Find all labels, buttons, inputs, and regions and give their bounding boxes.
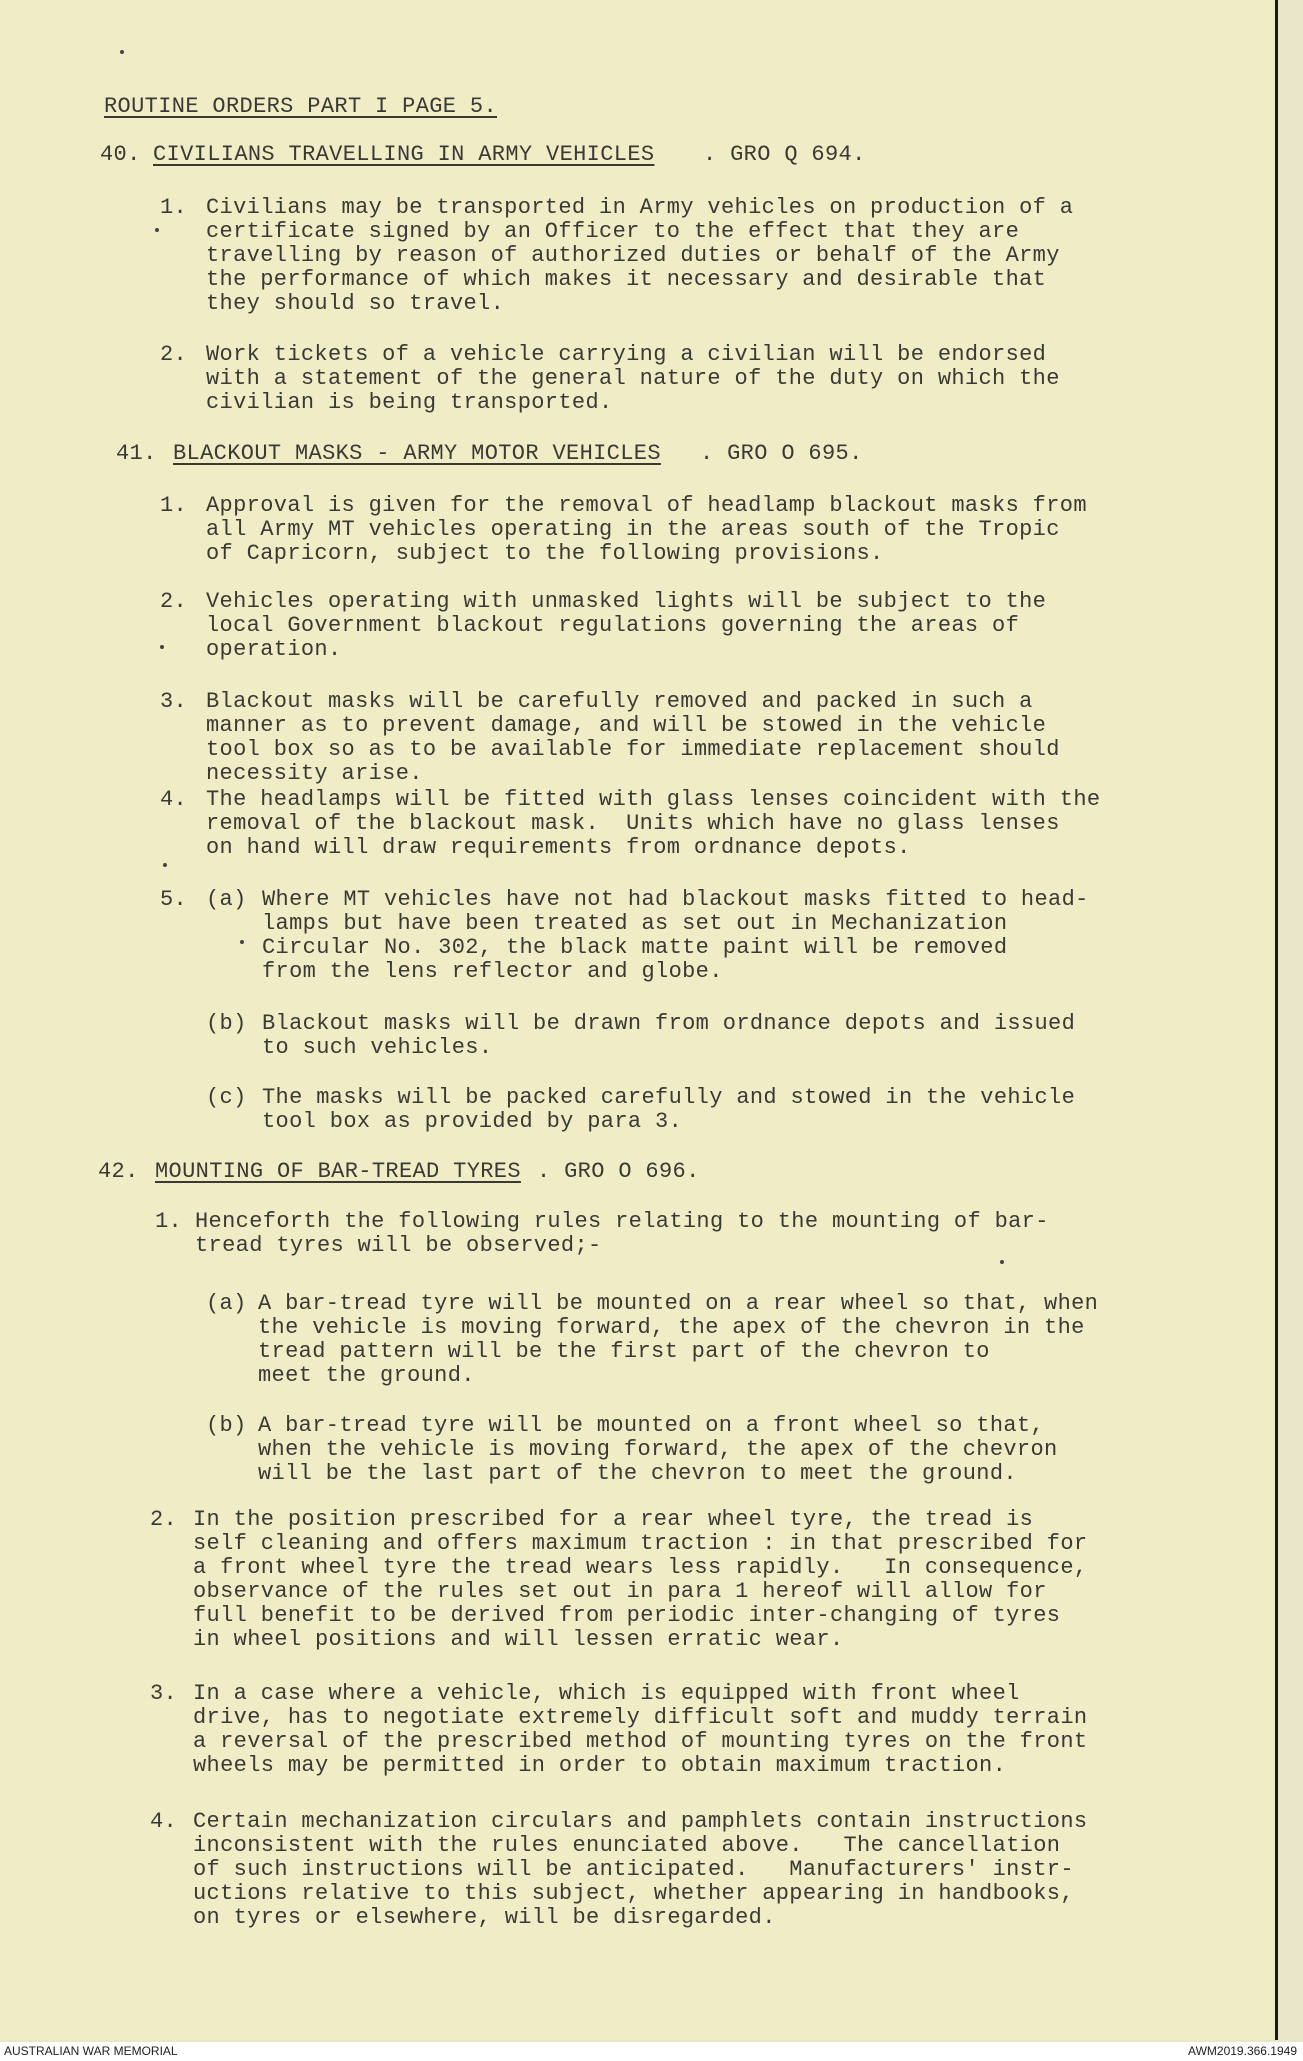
s42-p2-line: In the position prescribed for a rear wheel tyre, the tread is: [193, 1507, 1034, 1532]
s41-p1-line: all Army MT vehicles operating in the areas south of the Tropic: [206, 517, 1060, 542]
section-42-ref: . GRO O 696.: [537, 1159, 700, 1184]
s42-p1-b-line: will be the last part of the chevron to meet the ground.: [258, 1461, 1017, 1486]
s42-p4-line: uctions relative to this subject, whether appearing in handbooks,: [193, 1881, 1074, 1906]
page-title: ROUTINE ORDERS PART I PAGE 5.: [104, 94, 498, 119]
section-41-heading: BLACKOUT MASKS - ARMY MOTOR VEHICLES: [173, 441, 661, 466]
s41-p1-line: Approval is given for the removal of headlamp blackout masks from: [206, 493, 1087, 518]
s41-p3-line: manner as to prevent damage, and will be stowed in the vehicle: [206, 713, 1047, 738]
s40-p1-number: 1.: [160, 195, 188, 220]
s41-p5-c-line: tool box as provided by para 3.: [262, 1109, 683, 1134]
section-41-number: 41.: [116, 441, 157, 466]
ink-speck: [120, 50, 124, 54]
s40-p2-line: Work tickets of a vehicle carrying a civilian will be endorsed: [206, 342, 1047, 367]
s41-p4-line: on hand will draw requirements from ordnance depots.: [206, 835, 911, 860]
section-42-heading: MOUNTING OF BAR-TREAD TYRES: [155, 1159, 521, 1184]
s42-p1-a-label: (a): [206, 1291, 247, 1316]
s42-p2-number: 2.: [150, 1507, 178, 1532]
s41-p5-a-line: from the lens reflector and globe.: [262, 959, 723, 984]
s41-p5-a-line: Circular No. 302, the black matte paint will be removed: [262, 935, 1008, 960]
s41-p5-b-label: (b): [206, 1011, 247, 1036]
s42-p4-line: inconsistent with the rules enunciated above. The cancellation: [193, 1833, 1061, 1858]
s42-p1-b-line: when the vehicle is moving forward, the apex of the chevron: [258, 1437, 1058, 1462]
section-41-ref: . GRO O 695.: [700, 441, 863, 466]
s41-p5-c-line: The masks will be packed carefully and stowed in the vehicle: [262, 1085, 1076, 1110]
s42-p2-line: a front wheel tyre the tread wears less rapidly. In consequence,: [193, 1555, 1088, 1580]
s41-p5-number: 5.: [160, 887, 188, 912]
s41-p5-b-line: Blackout masks will be drawn from ordnance depots and issued: [262, 1011, 1076, 1036]
s42-p3-number: 3.: [150, 1681, 178, 1706]
s40-p2-line: civilian is being transported.: [206, 390, 613, 415]
archive-footer: [0, 2042, 1303, 2061]
s42-p4-line: on tyres or elsewhere, will be disregarded.: [193, 1905, 776, 1930]
s41-p1-line: of Capricorn, subject to the following provisions.: [206, 541, 884, 566]
ink-speck: [163, 863, 167, 867]
s41-p3-line: tool box so as to be available for immediate replacement should: [206, 737, 1060, 762]
s42-p1-a-line: A bar-tread tyre will be mounted on a rear wheel so that, when: [258, 1291, 1099, 1316]
s42-p4-number: 4.: [150, 1809, 178, 1834]
s41-p4-line: removal of the blackout mask. Units which have no glass lenses: [206, 811, 1060, 836]
s41-p4-line: The headlamps will be fitted with glass lenses coincident with the: [206, 787, 1101, 812]
s41-p5-a-line: lamps but have been treated as set out in Mechanization: [262, 911, 1008, 936]
s41-p1-number: 1.: [160, 493, 188, 518]
archive-reference: AWM2019.366.1949: [1188, 2044, 1297, 2058]
s40-p1-line: the performance of which makes it necessary and desirable that: [206, 267, 1047, 292]
s40-p1-line: Civilians may be transported in Army vehicles on production of a: [206, 195, 1074, 220]
ink-speck: [160, 645, 164, 649]
s42-p1-a-line: meet the ground.: [258, 1363, 475, 1388]
s41-p3-number: 3.: [160, 689, 188, 714]
s42-p3-line: In a case where a vehicle, which is equipped with front wheel: [193, 1681, 1020, 1706]
ink-speck: [155, 228, 159, 232]
s40-p1-line: travelling by reason of authorized duties or behalf of the Army: [206, 243, 1060, 268]
s42-p1-line: tread tyres will be observed;-: [195, 1233, 602, 1258]
s41-p3-line: necessity arise.: [206, 761, 423, 786]
s41-p2-number: 2.: [160, 589, 188, 614]
section-40-number: 40.: [100, 142, 141, 167]
s42-p3-line: a reversal of the prescribed method of mounting tyres on the front: [193, 1729, 1088, 1754]
s41-p4-number: 4.: [160, 787, 188, 812]
s41-p2-line: operation.: [206, 637, 342, 662]
s41-p5-c-label: (c): [206, 1085, 247, 1110]
s42-p1-a-line: the vehicle is moving forward, the apex of the chevron in the: [258, 1315, 1085, 1340]
s42-p2-line: self cleaning and offers maximum traction : in that prescribed for: [193, 1531, 1088, 1556]
s42-p4-line: of such instructions will be anticipated. Manufacturers' instr-: [193, 1857, 1074, 1882]
s42-p1-number: 1.: [155, 1209, 183, 1234]
s42-p1-line: Henceforth the following rules relating to the mounting of bar-: [195, 1209, 1049, 1234]
section-40-ref: . GRO Q 694.: [703, 142, 866, 167]
s41-p2-line: local Government blackout regulations governing the areas of: [206, 613, 1020, 638]
s40-p1-line: certificate signed by an Officer to the effect that they are: [206, 219, 1020, 244]
s42-p4-line: Certain mechanization circulars and pamphlets contain instructions: [193, 1809, 1088, 1834]
s42-p1-a-line: tread pattern will be the first part of the chevron to: [258, 1339, 990, 1364]
s40-p1-line: they should so travel.: [206, 291, 505, 316]
s40-p2-number: 2.: [160, 342, 188, 367]
s42-p1-b-line: A bar-tread tyre will be mounted on a front wheel so that,: [258, 1413, 1045, 1438]
s42-p3-line: drive, has to negotiate extremely difficult soft and muddy terrain: [193, 1705, 1088, 1730]
s41-p2-line: Vehicles operating with unmasked lights will be subject to the: [206, 589, 1047, 614]
section-40-heading: CIVILIANS TRAVELLING IN ARMY VEHICLES: [153, 142, 655, 167]
ink-speck: [240, 940, 244, 944]
s41-p5-a-line: Where MT vehicles have not had blackout masks fitted to head-: [262, 887, 1089, 912]
s42-p3-line: wheels may be permitted in order to obtain maximum traction.: [193, 1753, 1007, 1778]
s42-p2-line: observance of the rules set out in para 1 hereof will allow for: [193, 1579, 1047, 1604]
ink-speck: [1000, 1260, 1004, 1264]
s40-p2-line: with a statement of the general nature of the duty on which the: [206, 366, 1060, 391]
s41-p5-b-line: to such vehicles.: [262, 1035, 493, 1060]
s41-p5-a-label: (a): [206, 887, 247, 912]
s42-p2-line: in wheel positions and will lessen erratic wear.: [193, 1627, 844, 1652]
s42-p2-line: full benefit to be derived from periodic inter-changing of tyres: [193, 1603, 1061, 1628]
s42-p1-b-label: (b): [206, 1413, 247, 1438]
section-42-number: 42.: [98, 1159, 139, 1184]
s41-p3-line: Blackout masks will be carefully removed and packed in such a: [206, 689, 1033, 714]
archive-name: AUSTRALIAN WAR MEMORIAL: [4, 2044, 178, 2058]
